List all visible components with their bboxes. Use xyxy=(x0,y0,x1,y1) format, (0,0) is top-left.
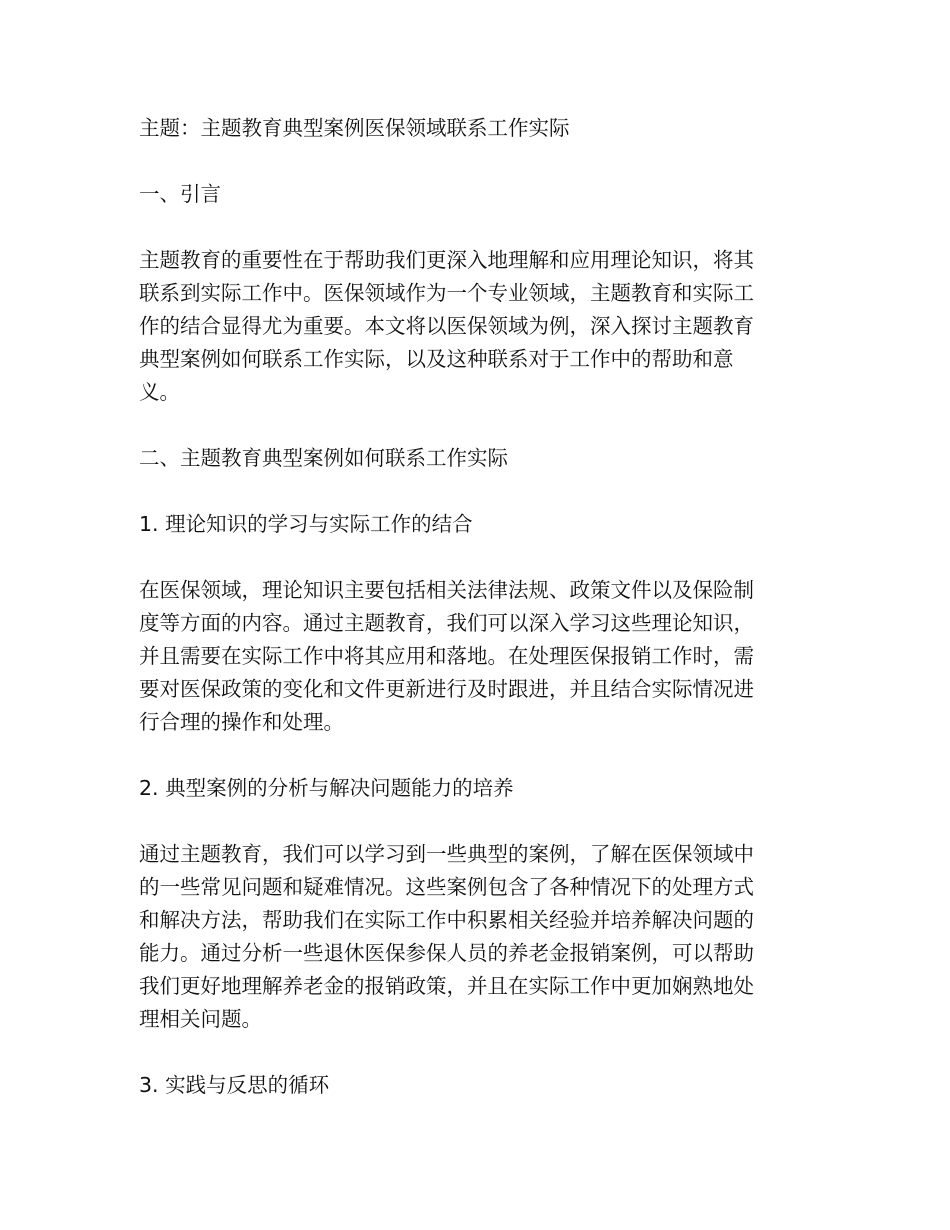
section-2-heading: 二、主题教育典型案例如何联系工作实际 xyxy=(139,446,508,470)
spacer xyxy=(139,211,799,244)
spacer xyxy=(139,541,799,574)
paragraph-line: 义。 xyxy=(139,380,180,404)
paragraph-line: 理相关问题。 xyxy=(139,1007,262,1031)
document-page xyxy=(139,112,799,1102)
paragraph-line: 要对医保政策的变化和文件更新进行及时跟进，并且结合实际情况进 xyxy=(139,677,754,701)
section-1-heading: 一、引言 xyxy=(139,182,221,206)
paragraph-line: 和解决方法，帮助我们在实际工作中积累相关经验并培养解决问题的 xyxy=(139,908,754,932)
subsection-1-heading: 1. 理论知识的学习与实际工作的结合 xyxy=(139,512,473,536)
subsection-2-heading: 2. 典型案例的分析与解决问题能力的培养 xyxy=(139,776,514,800)
spacer xyxy=(139,409,799,442)
paragraph-line: 作的结合显得尤为重要。本文将以医保领域为例，深入探讨主题教育 xyxy=(139,314,754,338)
spacer xyxy=(139,145,799,178)
spacer xyxy=(139,805,799,838)
paragraph-line: 能力。通过分析一些退休医保参保人员的养老金报销案例，可以帮助 xyxy=(139,941,754,965)
subsection-2-paragraph xyxy=(139,838,799,1036)
spacer xyxy=(139,1036,799,1069)
paragraph-line: 并且需要在实际工作中将其应用和落地。在处理医保报销工作时，需 xyxy=(139,644,754,668)
paragraph-line: 我们更好地理解养老金的报销政策，并且在实际工作中更加娴熟地处 xyxy=(139,974,754,998)
paragraph-line: 联系到实际工作中。医保领域作为一个专业领域，主题教育和实际工 xyxy=(139,281,754,305)
section-1-paragraph xyxy=(139,244,799,409)
document-title: 主题：主题教育典型案例医保领域联系工作实际 xyxy=(139,116,570,140)
spacer xyxy=(139,475,799,508)
paragraph-line: 在医保领域，理论知识主要包括相关法律法规、政策文件以及保险制 xyxy=(139,578,754,602)
paragraph-line: 度等方面的内容。通过主题教育，我们可以深入学习这些理论知识， xyxy=(139,611,754,635)
subsection-1-paragraph xyxy=(139,574,799,739)
subsection-3-heading: 3. 实践与反思的循环 xyxy=(139,1073,330,1097)
spacer xyxy=(139,739,799,772)
paragraph-line: 典型案例如何联系工作实际，以及这种联系对于工作中的帮助和意 xyxy=(139,347,734,371)
paragraph-line: 的一些常见问题和疑难情况。这些案例包含了各种情况下的处理方式 xyxy=(139,875,754,899)
paragraph-line: 行合理的操作和处理。 xyxy=(139,710,344,734)
paragraph-line: 主题教育的重要性在于帮助我们更深入地理解和应用理论知识，将其 xyxy=(139,248,754,272)
paragraph-line: 通过主题教育，我们可以学习到一些典型的案例，了解在医保领域中 xyxy=(139,842,754,866)
